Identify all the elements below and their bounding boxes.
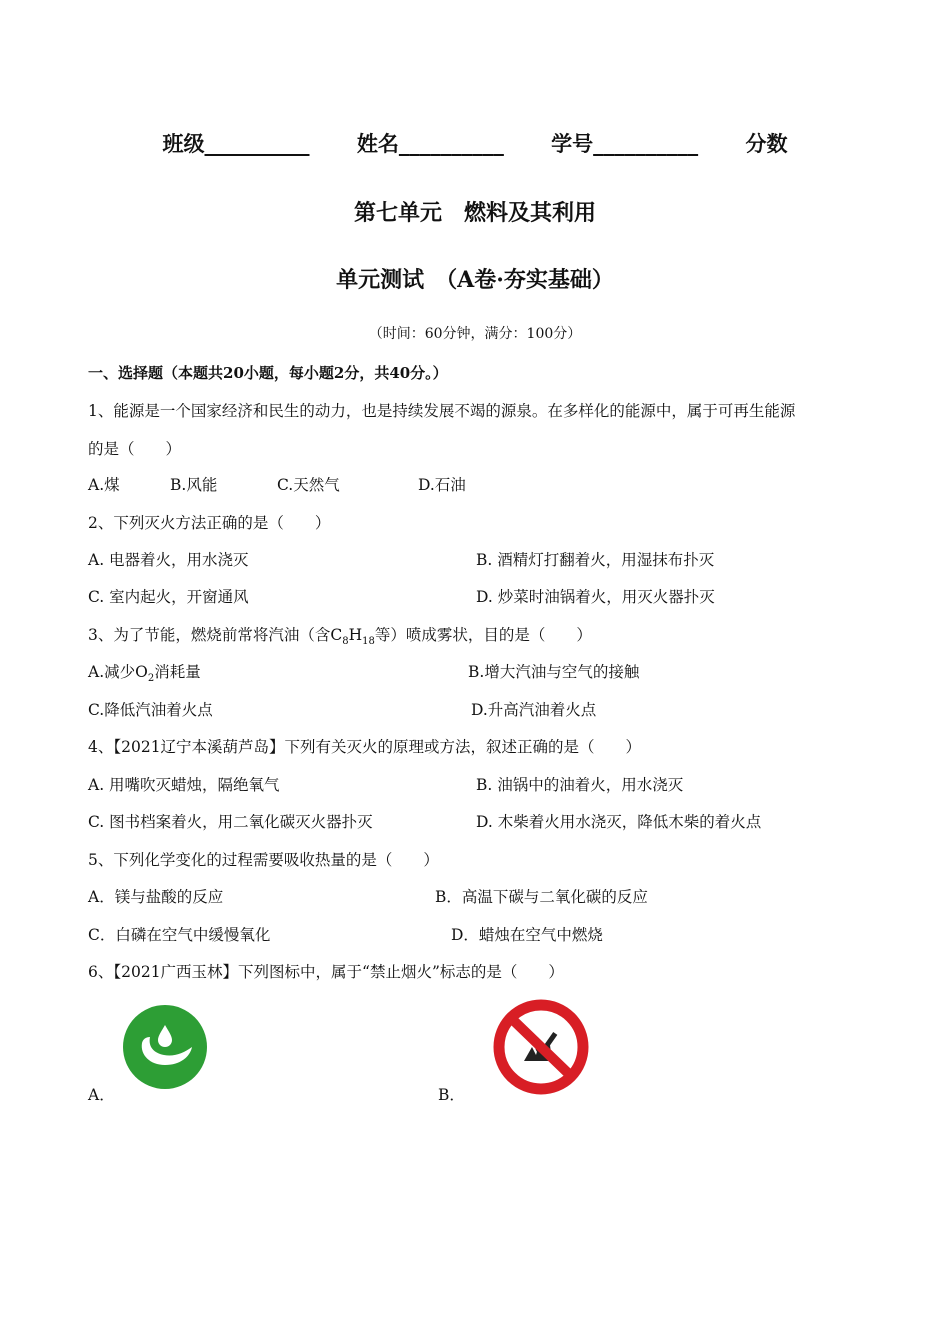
q1-option-d[interactable]: D.石油 [418, 476, 466, 494]
unit-title: 第七单元 燃料及其利用 [353, 200, 596, 226]
q5-option-d[interactable]: D．蜡烛在空气中燃烧 [451, 926, 603, 944]
no-fire-icon[interactable] [490, 997, 592, 1097]
q3-subscript: 18 [362, 636, 375, 648]
q1-option-c[interactable]: C.天然气 [277, 476, 340, 494]
q3-option-d[interactable]: D.升高汽油着火点 [471, 701, 597, 719]
q3-option-a-part: 消耗量 [154, 663, 201, 681]
question-3-text [88, 623, 592, 647]
class-field-label: 班级__________ [162, 131, 310, 156]
q5-option-c[interactable]: C．白磷在空气中缓慢氧化 [88, 926, 271, 944]
q3-text-part: 等）喷成雾状，目的是（ ） [374, 626, 592, 644]
q3-option-a[interactable] [88, 660, 201, 684]
q4-option-c[interactable]: C. 图书档案着火，用二氧化碳灭火器扑灭 [88, 813, 373, 831]
q2-option-b[interactable]: B. 酒精灯打翻着火，用湿抹布扑灭 [476, 551, 715, 569]
question-2-text: 2、下列灭火方法正确的是（ ） [88, 514, 331, 532]
q5-option-b[interactable]: B．高温下碳与二氧化碳的反应 [435, 888, 648, 906]
question-4-text: 4、【2021辽宁本溪葫芦岛】下列有关灭火的原理或方法，叙述正确的是（ ） [88, 738, 642, 756]
question-1-text: 1、能源是一个国家经济和民生的动力，也是持续发展不竭的源泉。在多样化的能源中，属于可再生能源 [88, 402, 796, 420]
q1-option-a[interactable]: A.煤 [88, 476, 120, 494]
q3-subscript: 8 [342, 636, 349, 648]
time-note: （时间：60分钟，满分：100分） [368, 326, 582, 342]
q3-option-a-subscript: 2 [147, 673, 155, 685]
q5-option-a[interactable]: A．镁与盐酸的反应 [88, 888, 224, 906]
section-heading: 一、选择题（本题共20小题，每小题2分，共40分。） [88, 364, 448, 382]
question-5-text: 5、下列化学变化的过程需要吸收热量的是（ ） [88, 851, 439, 869]
q4-option-b[interactable]: B. 油锅中的油着火，用水浇灭 [476, 776, 684, 794]
student-id-field-label: 学号__________ [551, 131, 699, 156]
q3-text-part: 3、为了节能，燃烧前常将汽油（含C [88, 626, 343, 644]
q3-option-c[interactable]: C.降低汽油着火点 [88, 701, 213, 719]
q2-option-c[interactable]: C. 室内起火，开窗通风 [88, 588, 249, 606]
q1-option-b[interactable]: B.风能 [170, 476, 218, 494]
q4-option-a[interactable]: A. 用嘴吹灭蜡烛，隔绝氧气 [88, 776, 280, 794]
score-field-label: 分数 [745, 131, 788, 156]
q4-option-d[interactable]: D. 木柴着火用水浇灭，降低木柴的着火点 [476, 813, 762, 831]
student-info-header [0, 128, 950, 158]
q6-option-a[interactable]: A． [88, 1086, 115, 1104]
q3-option-a-part: A.减少O [88, 663, 148, 681]
water-saving-icon[interactable] [120, 1003, 210, 1091]
test-title: 单元测试 （A卷·夯实基础） [336, 267, 614, 293]
question-1-text-cont: 的是（ ） [88, 440, 182, 458]
q6-option-b[interactable]: B． [438, 1086, 465, 1104]
q2-option-d[interactable]: D. 炒菜时油锅着火，用灭火器扑灭 [476, 588, 715, 606]
name-field-label: 姓名__________ [356, 131, 504, 156]
q3-option-b[interactable]: B.增大汽油与空气的接触 [468, 663, 640, 681]
q2-option-a[interactable]: A. 电器着火，用水浇灭 [88, 551, 249, 569]
question-6-text: 6、【2021广西玉林】下列图标中，属于“禁止烟火”标志的是（ ） [88, 963, 564, 981]
q3-text-part: H [348, 626, 363, 644]
